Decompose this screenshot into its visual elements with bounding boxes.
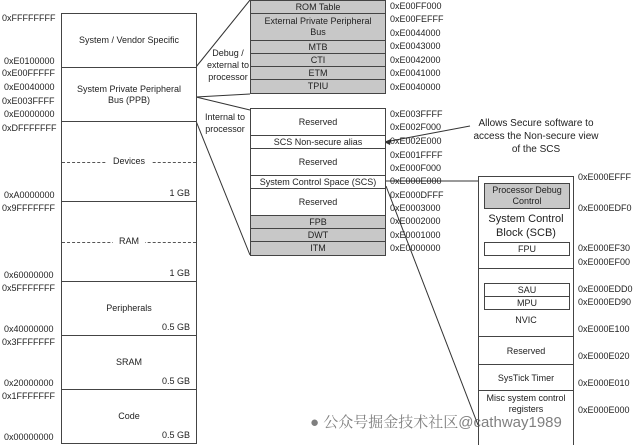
address-label: 0xE002E000: [390, 136, 442, 146]
address-label: 0xE000E010: [578, 378, 630, 388]
annotation-note: Allows Secure software to access the Non-secure view of the SCS: [473, 118, 599, 155]
address-label: 0xE000E100: [578, 324, 630, 334]
region-ram: RAM 1 GB: [61, 201, 197, 282]
region-code: Code 0.5 GB: [61, 389, 197, 444]
block-fpb: FPB: [250, 215, 386, 229]
address-label: 0xE0040000: [390, 82, 441, 92]
address-label: 0x00000000: [4, 432, 54, 442]
address-label: 0xE001FFFF: [390, 150, 443, 160]
address-label: 0xE000EF30: [578, 243, 631, 253]
block-reserved-1: Reserved: [250, 108, 386, 136]
address-label: 0x60000000: [4, 270, 54, 280]
address-label: 0xE00FEFFF: [390, 14, 444, 24]
block-tpiu: TPIU: [250, 79, 386, 94]
address-label: 0xE000EDF0: [578, 203, 632, 213]
block-mtb: MTB: [250, 40, 386, 54]
block-rom-table: ROM Table: [250, 0, 386, 14]
address-label: 0xE0044000: [390, 28, 441, 38]
region-ppb: System Private Peripheral Bus (PPB): [61, 67, 197, 122]
scb-label: System Control Block (SCB): [488, 213, 564, 239]
block-dwt: DWT: [250, 228, 386, 242]
address-label: 0xE0000000: [4, 109, 55, 119]
block-itm: ITM: [250, 241, 386, 256]
address-label: 0xE000DFFF: [390, 190, 444, 200]
block-processor-debug-control: Processor Debug Control: [484, 183, 570, 209]
address-label: 0xE000F000: [390, 163, 442, 173]
address-label: 0x3FFFFFFF: [2, 337, 55, 347]
address-label: 0xE0100000: [4, 56, 55, 66]
address-label: 0xE0040000: [4, 82, 55, 92]
block-cti: CTI: [250, 53, 386, 67]
address-label: 0xE0000000: [390, 243, 441, 253]
systick-label: SysTick Timer: [497, 373, 555, 383]
block-etm: ETM: [250, 66, 386, 80]
address-label: 0xE0003000: [390, 203, 441, 213]
debug-group-label: Debug / external to processor: [206, 48, 250, 82]
address-label: 0xE00FF000: [390, 1, 442, 11]
block-external-ppb: External Private Peripheral Bus: [250, 13, 386, 41]
address-label: 0xDFFFFFFF: [2, 123, 57, 133]
reserved-label: Reserved: [506, 346, 546, 356]
misc-label: Misc system control registers: [486, 393, 566, 414]
block-fpu: FPU: [484, 242, 570, 256]
region-system-vendor: System / Vendor Specific: [61, 13, 197, 68]
block-sau: SAU: [484, 283, 570, 297]
address-label: 0xA0000000: [4, 190, 55, 200]
region-peripherals: Peripherals 0.5 GB: [61, 281, 197, 336]
address-label: 0xE000EFFF: [578, 172, 632, 182]
address-label: 0x9FFFFFFF: [2, 203, 55, 213]
address-label: 0xE000E000: [578, 405, 630, 415]
address-label: 0xE0002000: [390, 216, 441, 226]
wechat-icon: ●: [310, 414, 320, 431]
address-label: 0xE003FFFF: [390, 109, 443, 119]
block-scs: System Control Space (SCS): [250, 175, 386, 189]
address-label: 0xE002F000: [390, 122, 442, 132]
address-label: 0xE003FFFF: [2, 96, 55, 106]
region-devices: Devices 1 GB: [61, 121, 197, 202]
address-label: 0xE0042000: [390, 55, 441, 65]
address-label: 0xE000E020: [578, 351, 630, 361]
address-label: 0x5FFFFFFF: [2, 283, 55, 293]
address-label: 0x40000000: [4, 324, 54, 334]
block-mpu: MPU: [484, 296, 570, 310]
address-label: 0xE00FFFFF: [2, 68, 56, 78]
address-label: 0xE0043000: [390, 41, 441, 51]
address-label: 0xE0041000: [390, 68, 441, 78]
block-reserved-2: Reserved: [250, 148, 386, 176]
block-scs-ns-alias: SCS Non-secure alias: [250, 135, 386, 149]
address-label: 0xE000EDD0: [578, 284, 633, 294]
address-label: 0xE000EF00: [578, 257, 631, 267]
address-label: 0x20000000: [4, 378, 54, 388]
address-label: 0xE000ED90: [578, 297, 632, 307]
nvic-label: NVIC: [515, 315, 537, 325]
region-sram: SRAM 0.5 GB: [61, 335, 197, 390]
block-reserved-3: Reserved: [250, 188, 386, 216]
address-label: 0xE000E000: [390, 176, 442, 186]
address-label: 0xFFFFFFFF: [2, 13, 56, 23]
watermark: ● 公众号掘金技术社区@cathway1989: [310, 414, 562, 431]
address-label: 0x1FFFFFFF: [2, 391, 55, 401]
address-label: 0xE0001000: [390, 230, 441, 240]
internal-group-label: Internal to processor: [204, 112, 246, 134]
